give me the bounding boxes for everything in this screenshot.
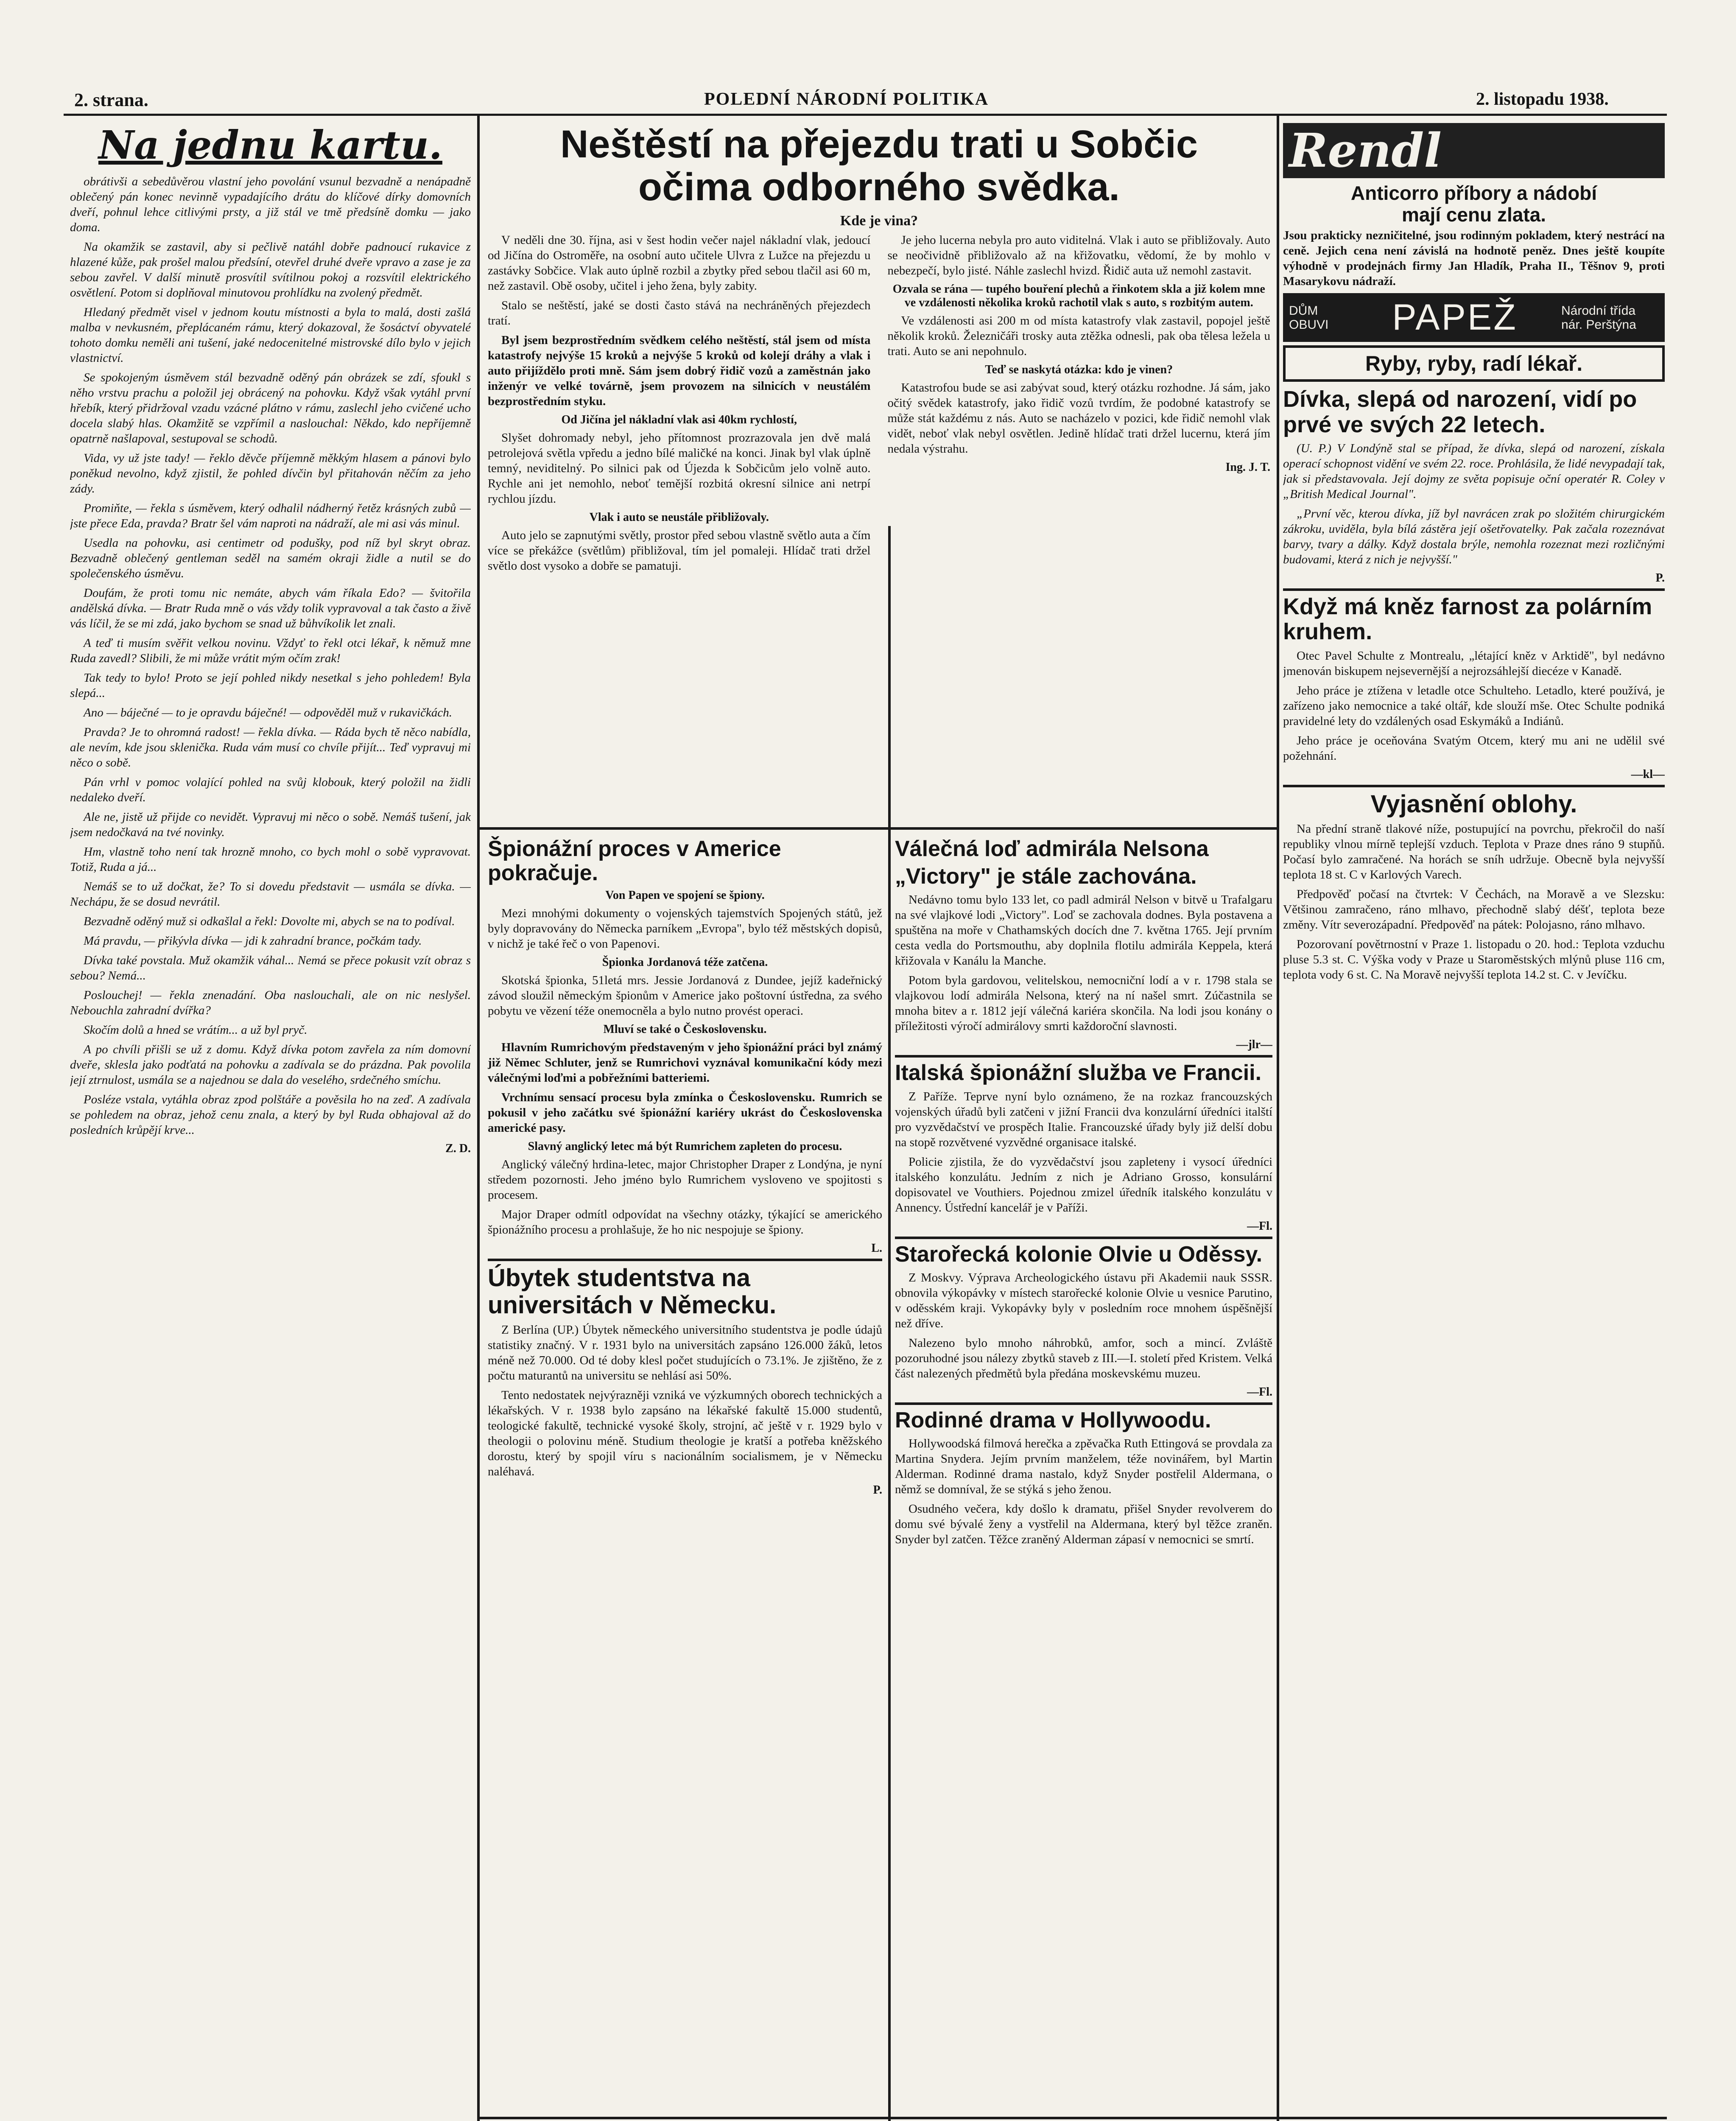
ads-rule: [479, 2117, 1667, 2119]
article-title: Neštěstí na přejezdu trati u Sobčic: [560, 123, 1198, 166]
ad-papez-brand: PAPEŽ: [1392, 297, 1518, 338]
column-4: [1283, 123, 1665, 2108]
paragraph: Ano — báječné — to je opravdu báječné! — odpověděl muž v rukavičkách.: [84, 705, 452, 719]
column-3-lower: [895, 834, 1272, 2106]
ad-papez-left: DŮM: [1289, 303, 1318, 318]
article-subheading: Špionka Jordanová téže zatčena.: [602, 956, 768, 969]
paragraph: Nemáš se to už dočkat, že? To si dovedu představit — usmála se dívka. — Nechápu, že se dosud nevrátil.: [70, 879, 471, 909]
header-rule: [64, 114, 1667, 116]
article-title: Válečná loď admirála Nelsona: [895, 837, 1209, 861]
article-signature: Ing. J. T.: [1225, 461, 1270, 474]
paragraph: Nalezeno bylo mnoho náhrobků, amfor, soch a mincí. Zvláště pozoruhodné jsou nálezy zbytků staveb z III.—I. století před Kristem. Velká část nalezených předmětů byla předána moskevskému muzeu.: [895, 1336, 1272, 1380]
ad-rendl-text: Jsou prakticky nezničitelné, jsou rodinným pokladem, který nestrácí na ceně. Jejich cena není závislá na hodnotě peněz. Dnes ještě koupíte výhodně v prodejnách firmy Jan Hladík, Praha II., Těšnov 9, proti Masarykovu nádraží.: [1283, 229, 1665, 288]
ad-papez-right-2: nár. Perštýna: [1561, 317, 1636, 332]
article-subheading: Od Jičína jel nákladní vlak asi 40km rychlostí,: [561, 413, 797, 427]
paragraph: Se spokojeným úsměvem stál bezvadně oděný pán obrázek se zdí, sfoukl s něho vrstvu prachu a položil jej obrácený na pohovku. Když však vytáhl první hřebík, který přidržoval vzadu vzácné plátno v rámu, zaslechl jeho cvičené ucho docela slabý hlas. Okamžitě se vzpřímil a naslouchal: Někdo, kdo nepříjemně opatrně našlapoval, sestupoval se schodů.: [70, 370, 471, 445]
article-signature: —jlr—: [1236, 1038, 1272, 1052]
article-title: Vyjasnění oblohy.: [1370, 790, 1577, 818]
paragraph: Promiňte, — řekla s úsměvem, který odhalil nádherný řetěz krásných zubů — jste přece Eda, pravda? Bratr šel vám naproti na nádraží, ale mi asi vás minul.: [70, 501, 471, 530]
paragraph: Otec Pavel Schulte z Montrealu, „létající kněz v Arktidě", byl nedávno jmenován biskupem nejsevernější a nejrozsáhlejší diecéze v Kanadě.: [1283, 649, 1665, 678]
column-rule-3: [1277, 115, 1279, 2121]
paragraph: Posléze vstala, vytáhla obraz zpod polštáře a pověsila ho na zeď. A zadívala se pohledem na obraz, jehož cenu znala, a který by byl Ruda obhajoval až do posledních krůpějí krve...: [70, 1092, 471, 1137]
paragraph: Je jeho lucerna nebyla pro auto viditelná. Vlak i auto se přibližovaly. Auto se neočividně přibližovalo až na křižovatku, vědomí, že by mohlo v nebezpečí, bylo jisté. Náhle zaslechl hvizd. Řidič auta už nemohl zastavit.: [887, 233, 1270, 278]
ad-rendl-headline-2: mají cenu zlata.: [1401, 203, 1546, 226]
paragraph: Nedávno tomu bylo 133 let, co padl admirál Nelson v bitvě u Trafalgaru na své vlajkové lodi „Victory". Loď se zachovala dodnes. Byla postavena a spuštěna na moře v Chathamských docích dne 7. května 1765. Její prvním cesta vedla do Portsmouthu, aby doplnila flotilu admirála Keppela, která křižovala v Kanálu la Manche.: [895, 893, 1272, 968]
divider: [895, 1402, 1272, 1405]
paragraph: Tak tedy to bylo! Proto se její pohled nikdy nesetkal s jeho pohledem! Byla slepá...: [70, 671, 471, 700]
article-signature: —Fl.: [1247, 1219, 1272, 1233]
paragraph: Pán vrhl v pomoc volající pohled na svůj klobouk, který položil na židli nedaleko dveří.: [70, 775, 471, 804]
paragraph: Slyšet dohromady nebyl, jeho přítomnost prozrazovala jen dvě malá petrolejová světla vpředu a jedno bílé maličké na konci. Jinak byl vlak úplně temný, neviditelný. Po silnici pak od Újezda k Sobčicům jelo volně auto. Rychle ani jet nemohlo, neboť temější rozbitá okresní silnice ani netrpí rychlou jízdu.: [488, 431, 871, 506]
paragraph: Jeho práce je oceňována Svatým Otcem, který mu ani ne udělil své požehnání.: [1283, 733, 1665, 763]
divider: [895, 1055, 1272, 1058]
paragraph: Skočím dolů a hned se vrátím... a už byl pryč.: [84, 1023, 308, 1037]
article-title: Špionážní proces v Americe pokračuje.: [488, 837, 781, 886]
story-title: Na jednu kartu.: [98, 123, 442, 168]
column-rule-1: [477, 115, 480, 2121]
story-signature: Z. D.: [445, 1142, 471, 1155]
paragraph: Ve vzdálenosti asi 200 m od místa katastrofy vlak zastavil, popojel ještě několik kroků. Železničáři trosky auta ztěžka odnesli, pak oba tělesa ležela u trati. Auto se ani nepohnulo.: [887, 314, 1270, 358]
paragraph: Doufám, že proti tomu nic nemáte, abych vám říkala Edo? — švitořila andělská dívka. — Bratr Ruda mně o vás vždy tolik vypravoval a tak často a živě vás líčil, že se mi zdá, jako bychom se snad už bůhvíkolik let znali.: [70, 586, 471, 630]
article-title: Rodinné drama v Hollywoodu.: [895, 1407, 1211, 1433]
paragraph: Potom byla gardovou, velitelskou, nemocniční lodí a v r. 1798 stala se vlajkovou lodí admirála Nelsona, který na ní našel smrt. Zúčastnila se mnoha bitev a r. 1812 její válečná kariéra skončila. Na lodi jsou konány o příležitosti výročí admirálovy smrti každoroční slavnosti.: [895, 974, 1272, 1033]
paragraph: obrátivši a sebedůvěrou vlastní jeho povolání vsunul bezvadně a nenápadně oblečený pán konec nevinně vypadajícího drátu do klíčové dírky domovních dveří, pohnul lehce citlivými prsty, a již stál ve tmě předsíně domku — jako doma.: [70, 174, 471, 234]
article-title: Když má kněz farnost za polárním kruhem.: [1283, 593, 1652, 645]
divider: [488, 1259, 882, 1261]
newspaper-title: POLEDNÍ NÁRODNÍ POLITIKA: [704, 90, 989, 109]
article-subheading: Von Papen ve spojení se špiony.: [605, 889, 765, 902]
column-2-lower: [488, 834, 882, 2106]
paragraph: Mezi mnohými dokumenty o vojenských tajemstvích Spojených států, jež byly dopravovány do Německa parníkem „Evropa", bylo též městských dopisů, v nichž je také řeč o von Papenovi.: [488, 907, 882, 951]
paragraph: Major Draper odmítl odpovídat na všechny otázky, týkající se amerického špionážního procesu a prohlašuje, že ho nic nespojuje se špiony.: [488, 1208, 882, 1237]
paragraph: A po chvíli přišli se už z domu. Když dívka potom zavřela za ním domovní dveře, sklesla jako podťatá na pohovku a zadívala se do prázdna. Pak povolila její ztrnulost, usmála se a najednou se dala do veselého, srdečného smíchu.: [70, 1042, 471, 1087]
paragraph: Byl jsem bezprostředním svědkem celého neštěstí, stál jsem od místa katastrofy nejvýše 15 kroků a nejvýše 5 kroků od kolejí dráhy a vlak i auto přijíždělo proti mně. Sám jsem dobrý řidič vozů a zaměstnán jako inženýr ve velké továrně, jsem provozem na silnicích v neustálém bezprostředním styku.: [488, 333, 871, 409]
ad-rendl-headline: Anticorro příbory a nádobí: [1350, 182, 1597, 204]
divider: [895, 1237, 1272, 1239]
article-subheading: Ozvala se rána — tupého bouření plechů a řinkotem skla a již kolem mne ve vzdálenosti několika kroků rachotil vlak s auto, s rozbitým autem.: [892, 283, 1265, 310]
ad-papez-right: Národní třída: [1561, 303, 1636, 318]
paragraph: Na okamžik se zastavil, aby si pečlivě natáhl dobře padnoucí rukavice z hlazené kůže, pak prošel malou předsíní, otevřel druhé dveře vpravo a zase je za sebou zavřel. V další minutě prosvítil svítilnou pokoj a rozsvítil elektrického osvětlení. Potom si doplňoval minutovou prohlídku na zvolený předmět.: [70, 240, 471, 299]
divider: [1283, 785, 1665, 787]
ad-rendl-brand: Rendl: [1289, 123, 1442, 178]
paragraph: Tento nedostatek nejvýrazněji vzniká ve výzkumných oborech technických a lékařských. V r. 1938 bylo zapsáno na lékařské fakultě 15.000 studentů, teologické fakultě, technické vysoké školy, strojní, ač ještě v r. 1929 bylo v theologii o polovinu méně. Studium theologie je kratší a potřeba kněžského dorostu, který by spojil víru s nacionálním socialismem, je v Německu naléhavá.: [488, 1388, 882, 1478]
paragraph: Usedla na pohovku, asi centimetr od podušky, pod níž byl skryt obraz. Bezvadně oblečený gentleman seděl na samém okraji židle a nutil se do společenského úsměvu.: [70, 536, 471, 580]
article-subheading: Vlak i auto se neustále přibližovaly.: [589, 511, 769, 524]
paragraph: Na přední straně tlakové níže, postupující na povrchu, překročil do naší republiky vlnou mírně teplejší vzduch. Teplota v Praze dnes ráno 9 stupňů. Počasí bylo zamračené. Na horách se sníh udržuje. Obecně byla nejvyšší teplota 18 st. C v Karlových Varech.: [1283, 822, 1665, 881]
section-rule: [479, 827, 1277, 830]
paragraph: Ale ne, jistě už přijde co nevidět. Vypravuj mi něco o sobě. Nemáš tušení, jak jsem nedočkavá na tvé novinky.: [70, 810, 471, 839]
page-number: 2. strana.: [74, 90, 148, 110]
article-subheading: Mluví se také o Československu.: [603, 1023, 767, 1036]
article-signature: —Fl.: [1247, 1385, 1272, 1399]
paragraph: Z Paříže. Teprve nyní bylo oznámeno, že na rozkaz francouzských vojenských úřadů byli zatčeni v jižní Francii dva konzulární úředníci italští pro vyzvědačství ve prospěch Italie. Francouzské úřady byly již delší dobu na stopě rozvětvené vyzvědné organisace italské.: [895, 1089, 1272, 1149]
article-signature: P.: [873, 1483, 882, 1497]
article-subheading: Teď se naskytá otázka: kdo je vinen?: [985, 363, 1173, 377]
paragraph: „První věc, kterou dívka, jíž byl navrácen zrak po složitém chirurgickém zákroku, uviděla, byla bílá zástěra její ošetřovatelky. Pak začala rozeznávat barvy, tvary a dálky. Když dostala brýle, nemohla rozeznat mezi rozličnými budovami, která z nich je nejvyšší.": [1283, 506, 1665, 566]
issue-date: 2. listopadu 1938.: [1476, 90, 1609, 109]
divider: [1283, 588, 1665, 591]
article-subtitle: Kde je vina?: [840, 213, 918, 229]
paragraph: Bezvadně oděný muž si odkašlal a řekl: Dovolte mi, abych se na to podíval.: [84, 914, 455, 928]
paragraph: Hollywoodská filmová herečka a zpěvačka Ruth Ettingová se provdala za Martina Snydera. Jejím prvním manželem, téže novinářem, byl Martin Alderman. Rodinné drama nastalo, když Snyder postřelil Aldermana, o němž se domníval, že se stýká s jeho ženou.: [895, 1436, 1272, 1496]
article-title: Dívka, slepá od narození, vidí po prvé ve svých 22 letech.: [1283, 386, 1637, 437]
article-subheading: Slavný anglický letec má být Rumrichem zapleten do procesu.: [528, 1140, 842, 1153]
ad-papez: [1283, 293, 1665, 342]
paragraph: Z Berlína (UP.) Úbytek německého universitního studentstva je podle údajů statistiky značný. V r. 1931 bylo na universitách zapsáno 126.000 žáků, letos méně než 70.000. Od té doby klesl počet studujících o 73.1%. Je zjištěno, že z počtu maturantů na universitu se nehlásí asi 50%.: [488, 1323, 882, 1382]
paragraph: Poslouchej! — řekla znenadání. Oba naslouchali, ale on nic neslyšel. Nebouchla zahradní dvířka?: [70, 988, 471, 1017]
article-title-2: „Victory" je stále zachována.: [895, 864, 1197, 889]
article-subcolumn-right: [888, 232, 1271, 578]
paragraph: V neděli dne 30. října, asi v šest hodin večer najel nákladní vlak, jedoucí od Jičína do Ostroměře, na osobní auto učitele Ulvra z Lužce na přejezdu u zastávky Sobčice. Vlak auto úplně rozbil a zbytky před sebou tlačil asi 60 m, než zastavil. Obě osoby, učitel i jeho žena, byly zabity.: [488, 233, 871, 293]
paragraph: Vrchnímu sensací procesu byla zmínka o Československu. Rumrich se pokusil v jeho začátku své špionážní kariéry ukrást do Československa americké pasy.: [488, 1091, 882, 1135]
article-signature: —kl—: [1631, 767, 1665, 781]
paragraph: Jeho práce je ztížena v letadle otce Schulteho. Letadlo, které používá, je zařízeno jako nemocnice a také oltář, kde slouží mše. Otec Schulte podniká pravidelné lety do vzdálených osad Eskymáků a Indiánů.: [1283, 683, 1665, 728]
article-title: Úbytek studentstva na universitách v Německu.: [488, 1264, 777, 1319]
article-title: Italská špionážní služba ve Francii.: [895, 1060, 1262, 1086]
article-signature: L.: [871, 1242, 882, 1255]
article-title: Starořecká kolonie Olvie u Oděssy.: [895, 1242, 1263, 1267]
article-nestesti: [488, 123, 1270, 823]
paragraph: Osudného večera, kdy došlo k dramatu, přišel Snyder revolverem do domu své bývalé ženy a vystřelil na Aldermana, který byl těžce zraněn. Snyder byl zatčen. Těžce zraněný Alderman zápasí v nemocnici se smrtí.: [895, 1502, 1272, 1546]
article-title-2: očima odborného svědka.: [638, 165, 1120, 209]
article-subcolumn-left: [488, 232, 871, 578]
paragraph: Předpověď počasí na čtvrtek: V Čechách, na Moravě a ve Slezsku: Většinou zamračeno, ráno mlhavo, přechodně slabý déšť, teplota beze změny. Vítr severozápadní. Předpověď na pátek: Polojasno, ráno mlhavo.: [1283, 887, 1665, 932]
paragraph: Auto jelo se zapnutými světly, prostor před sebou vlastně světlo auta a čím více se překážce (světlům) přibližoval, tím jel pomaleji. Hlídač trati držel světlo dost vysoko a dobře se pamatuji.: [488, 529, 871, 573]
ad-papez-left-2: OBUVI: [1289, 317, 1329, 332]
ad-rendl: [1283, 123, 1665, 178]
paragraph: Policie zjistila, že do vyzvědačství jsou zapleteny i vysocí úředníci italského konzulátu. Jedním z nich je Adriano Grosso, konsulární dopisovatel ve Vouthiers. Pojednou zmizel úředník italského konzulátu v Annency. Ústřední kancelář je v Paříži.: [895, 1155, 1272, 1214]
paragraph: Anglický válečný hrdina-letec, major Christopher Draper z Londýna, je nyní středem pozornosti. Jeho jméno bylo Rumrichem vysloveno ve spojitosti s procesem.: [488, 1158, 882, 1202]
paragraph: Z Moskvy. Výprava Archeologického ústavu při Akademii nauk SSSR. obnovila výkopávky v místech starořecké kolonie Olvie u vesnice Parutino, v oděsském kraji. Vykopávky byly v posledním roce mnohem úspěšnější než dříve.: [895, 1270, 1272, 1330]
ad-fish: Ryby, ryby, radí lékař.: [1283, 345, 1665, 382]
paragraph: Dívka také povstala. Muž okamžik váhal... Nemá se přece pokusit vzít obraz s sebou? Nemá...: [70, 953, 471, 982]
paragraph: Stalo se neštěstí, jaké se dosti často stává na nechráněných přejezdech tratí.: [488, 299, 871, 328]
paragraph: Hledaný předmět visel v jednom koutu místnosti a byla to malá, dosti zašlá malba v nevkusném, přeplácaném rámu, který dokazoval, že šosáctví obyvatelé tohoto domku neměli ani tušení, jaké nedocenitelné mistrovské dílo bylo v jejich vlastnictví.: [70, 305, 471, 365]
paragraph: Pozorovaní povětrnostní v Praze 1. listopadu o 20. hod.: Teplota vzduchu pluse 5.3 st. C. Výška vody v Praze u Staroměstských mlýnů pluse 116 cm, teplota vody 6 st. C. Na Moravě nejvyšší teplota 14.2 st. C. v Jevíčku.: [1283, 937, 1665, 982]
paragraph: Má pravdu, — přikývla dívka — jdi k zahradní brance, počkám tady.: [84, 934, 422, 948]
article-signature: P.: [1655, 571, 1665, 585]
paragraph: A teď ti musím svěřit velkou novinu. Vždyť to řekl otci lékař, k němuž mne Ruda zavedl? Slibili, že mi může vrátit mým očím zrak!: [70, 636, 471, 665]
story-na-jednu-kartu: [70, 123, 471, 2121]
paragraph: Hlavním Rumrichovým představeným v jeho špionážní práci byl známý již Němec Schluter, jenž se Rumrichovi vyznával komunikační kódy mezi válečnými loďmi a pobřežními batteriemi.: [488, 1041, 882, 1085]
paragraph: Skotská špionka, 51letá mrs. Jessie Jordanová z Dundee, jejíž kadeřnický závod sloužil německým špionům v Americe jako poštovní ústředna, za svého pobytu ve vězení téže onemocněla a bylo nutno provést operaci.: [488, 974, 882, 1018]
paragraph: Vida, vy už jste tady! — řeklo děvče příjemně měkkým hlasem a pánovi bylo poněkud nevolno, když zjistil, že pohled dívčin byl přitahován něčím za jeho zády.: [70, 451, 471, 495]
paragraph: Hm, vlastně toho není tak hrozně mnoho, co bych mohl o sobě vypravovat. Totiž, Ruda a já...: [70, 845, 471, 874]
paragraph: Katastrofou bude se asi zabývat soud, který otázku rozhodne. Já sám, jako očitý svědek katastrofy, jako řidič vozů tvrdím, že podobné katastrofy se může stát každému z nás. Auto se nacházelo v pozici, kde řidič nemohl vlak vidět, neboť vlak nebyl osvětlen. Jedině hlídač trati držel lucernu, která jím nedala výstrahu.: [887, 381, 1270, 456]
paragraph: Pravda? Je to ohromná radost! — řekla dívka. — Ráda bych tě něco nabídla, ale nevím, kde jsou sklenička. Ruda vám musí co chvíle přijít... Teď vypravuj mi něco o sobě.: [70, 725, 471, 769]
paragraph: (U. P.) V Londýně stal se případ, že dívka, slepá od narození, získala operací schopnost vidění ve svém 22. roce. Prohlásila, že lidé nevypadají tak, jak si představovala. Její dojmy ze světa popisuje oční operatér R. Coley v „British Medical Journal".: [1283, 441, 1665, 501]
